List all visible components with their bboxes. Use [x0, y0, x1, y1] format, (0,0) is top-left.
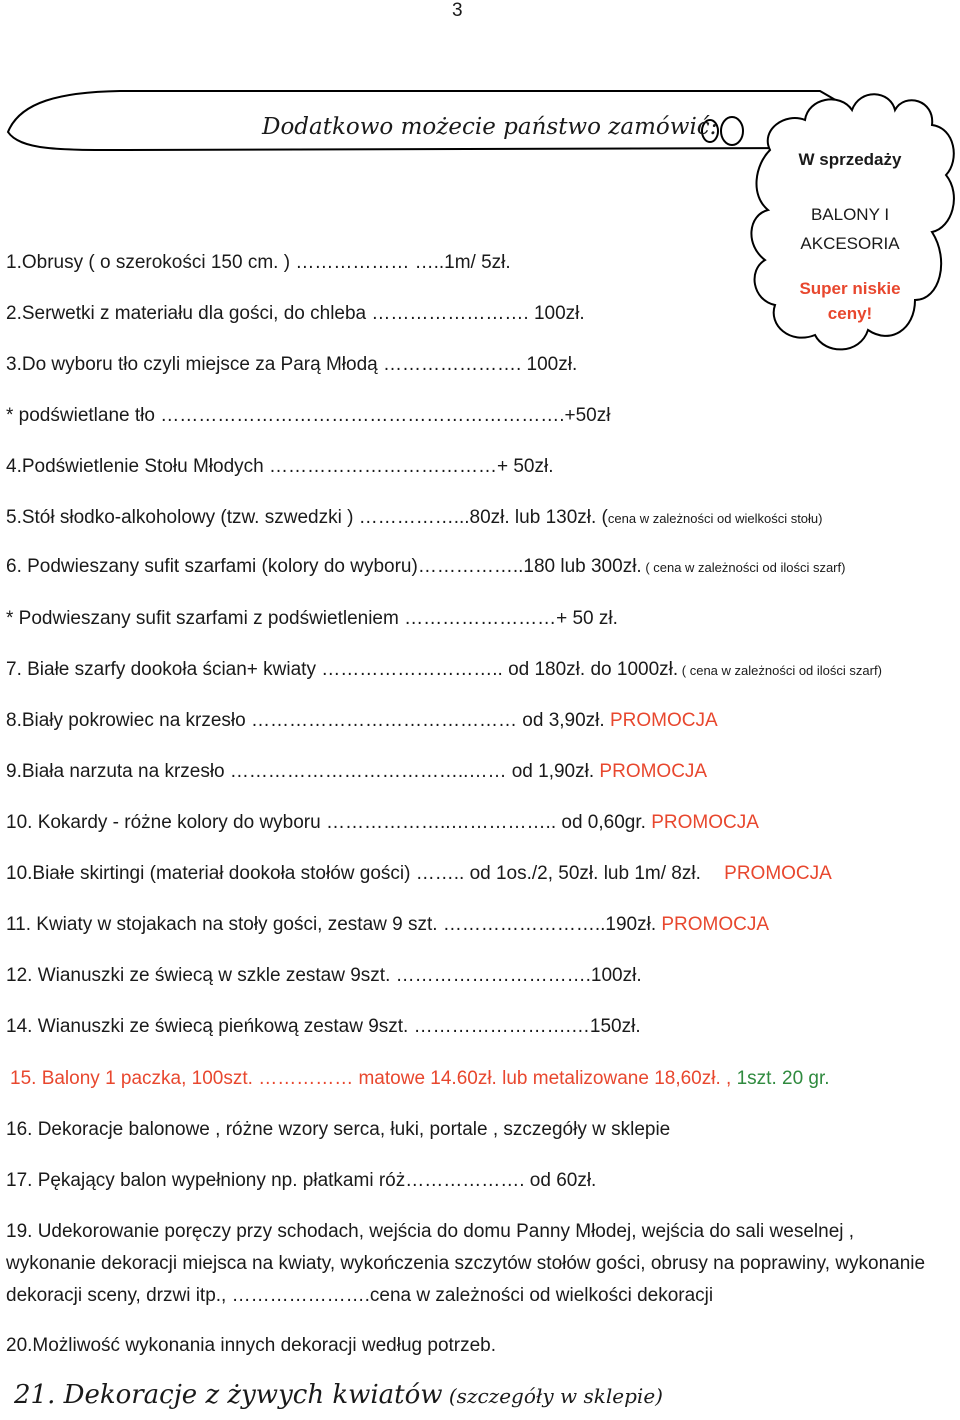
cloud-products-line-2: AKCESORIA	[800, 234, 900, 253]
item-15-text: 15. Balony 1 paczka, 100szt. …………… matowe 14.60zł. lub metalizowane 18,60zł. ,	[10, 1068, 737, 1089]
item-15	[10, 1068, 830, 1090]
item-17: 17. Pękający balon wypełniony np. płatkami róż………………. od 60zł.	[6, 1170, 597, 1191]
promo-badge: PROMOCJA	[651, 812, 759, 833]
thought-bubble-medium	[721, 117, 743, 145]
item-6-extra: * Podwieszany sufit szarfami z podświetleniem ……………………+ 50 zł.	[6, 608, 618, 629]
item-8-text: 8.Biały pokrowiec na krzesło …………………………………… od 3,90zł.	[6, 710, 605, 731]
item-21	[14, 1380, 663, 1410]
item-6-text: 6. Podwieszany sufit szarfami (kolory do wyboru)……………..180 lub 300zł.	[6, 556, 642, 577]
cloud-prices	[775, 276, 925, 326]
item-10-bows-text: 10. Kokardy - różne kolory do wyboru ………………..…………….. od 0,60gr.	[6, 812, 646, 833]
item-3-extra: * podświetlane tło ……………………………………………………….+50zł	[6, 405, 611, 426]
item-7-text: 7. Białe szarfy dookoła ścian+ kwiaty ……………………….. od 180zł. do 1000zł.	[6, 659, 679, 680]
item-12: 12. Wianuszki ze świecą w szkle zestaw 9szt. ………………………….100zł.	[6, 965, 642, 986]
item-10-skirting	[6, 863, 832, 885]
item-15-single-price: 1szt. 20 gr.	[736, 1068, 830, 1089]
cloud-products-line-1: BALONY I	[810, 205, 890, 224]
cloud-prices-line-2: ceny!	[827, 304, 873, 323]
item-14: 14. Wianuszki ze świecą pieńkową zestaw 9szt. …………………….…150zł.	[6, 1016, 641, 1037]
promo-badge: PROMOCJA	[599, 761, 708, 782]
promo-badge: PROMOCJA	[661, 914, 770, 935]
cloud-products	[775, 200, 925, 258]
item-6-note: ( cena w zależności od ilości szarf)	[641, 560, 846, 575]
promo-badge: PROMOCJA	[724, 863, 832, 884]
banner-title: Dodatkowo możecie państwo zamówić:	[262, 114, 718, 140]
item-19: 19. Udekorowanie poręczy przy schodach, wejścia do domu Panny Młodej, wejścia do sali weselnej , wykonanie dekoracji miejsca na kwiaty, wykończenia szczytów stołów gości, obrusy na poprawiny, wykonanie dekoracji sceny, drzwi itp., ………………….cena w zależności od wielkości dekoracji	[6, 1221, 926, 1306]
item-11-text: 11. Kwiaty w stojakach na stoły gości, zestaw 9 szt. ……………………..190zł.	[6, 914, 657, 935]
item-1: 1.Obrusy ( o szerokości 150 cm. ) ……………… …..1m/ 5zł.	[6, 252, 511, 273]
item-5-note: cena w zależności od wielkości stołu)	[607, 511, 823, 526]
cloud-heading: W sprzedaży	[798, 150, 902, 169]
item-9-text: 9.Biała narzuta na krzesło ………………………………..…… od 1,90zł.	[6, 761, 595, 782]
item-6	[6, 556, 845, 578]
item-21-note: (szczegóły w sklepie)	[442, 1384, 663, 1408]
item-5	[6, 507, 823, 529]
item-5-text: 5.Stół słodko-alkoholowy (tzw. szwedzki ) ……………...80zł. lub 130zł. (	[6, 507, 608, 528]
cloud-prices-line-1: Super niskie	[799, 279, 901, 298]
item-20: 20.Możliwość wykonania innych dekoracji według potrzeb.	[6, 1335, 497, 1356]
item-7	[6, 659, 882, 681]
item-8	[6, 710, 718, 732]
item-2: 2.Serwetki z materiału dla gości, do chleba ……………………. 100zł.	[6, 303, 585, 324]
item-3: 3.Do wyboru tło czyli miejsce za Parą Młodą …………………. 100zł.	[6, 354, 578, 375]
item-21-text: 21. Dekoracje z żywych kwiatów	[14, 1380, 443, 1410]
item-4: 4.Podświetlenie Stołu Młodych ………………………………+ 50zł.	[6, 456, 554, 477]
page-number: 3	[452, 0, 463, 21]
item-10-skirting-text: 10.Białe skirtingi (materiał dookoła stołów gości) …….. od 1os./2, 50zł. lub 1m/ 8zł.	[6, 863, 701, 884]
item-7-note: ( cena w zależności od ilości szarf)	[678, 663, 882, 678]
item-11	[6, 914, 769, 936]
promo-badge: PROMOCJA	[609, 710, 718, 731]
item-10-bows	[6, 812, 759, 834]
item-16: 16. Dekoracje balonowe , różne wzory serca, łuki, portale , szczegóły w sklepie	[6, 1119, 671, 1140]
item-9	[6, 761, 707, 783]
